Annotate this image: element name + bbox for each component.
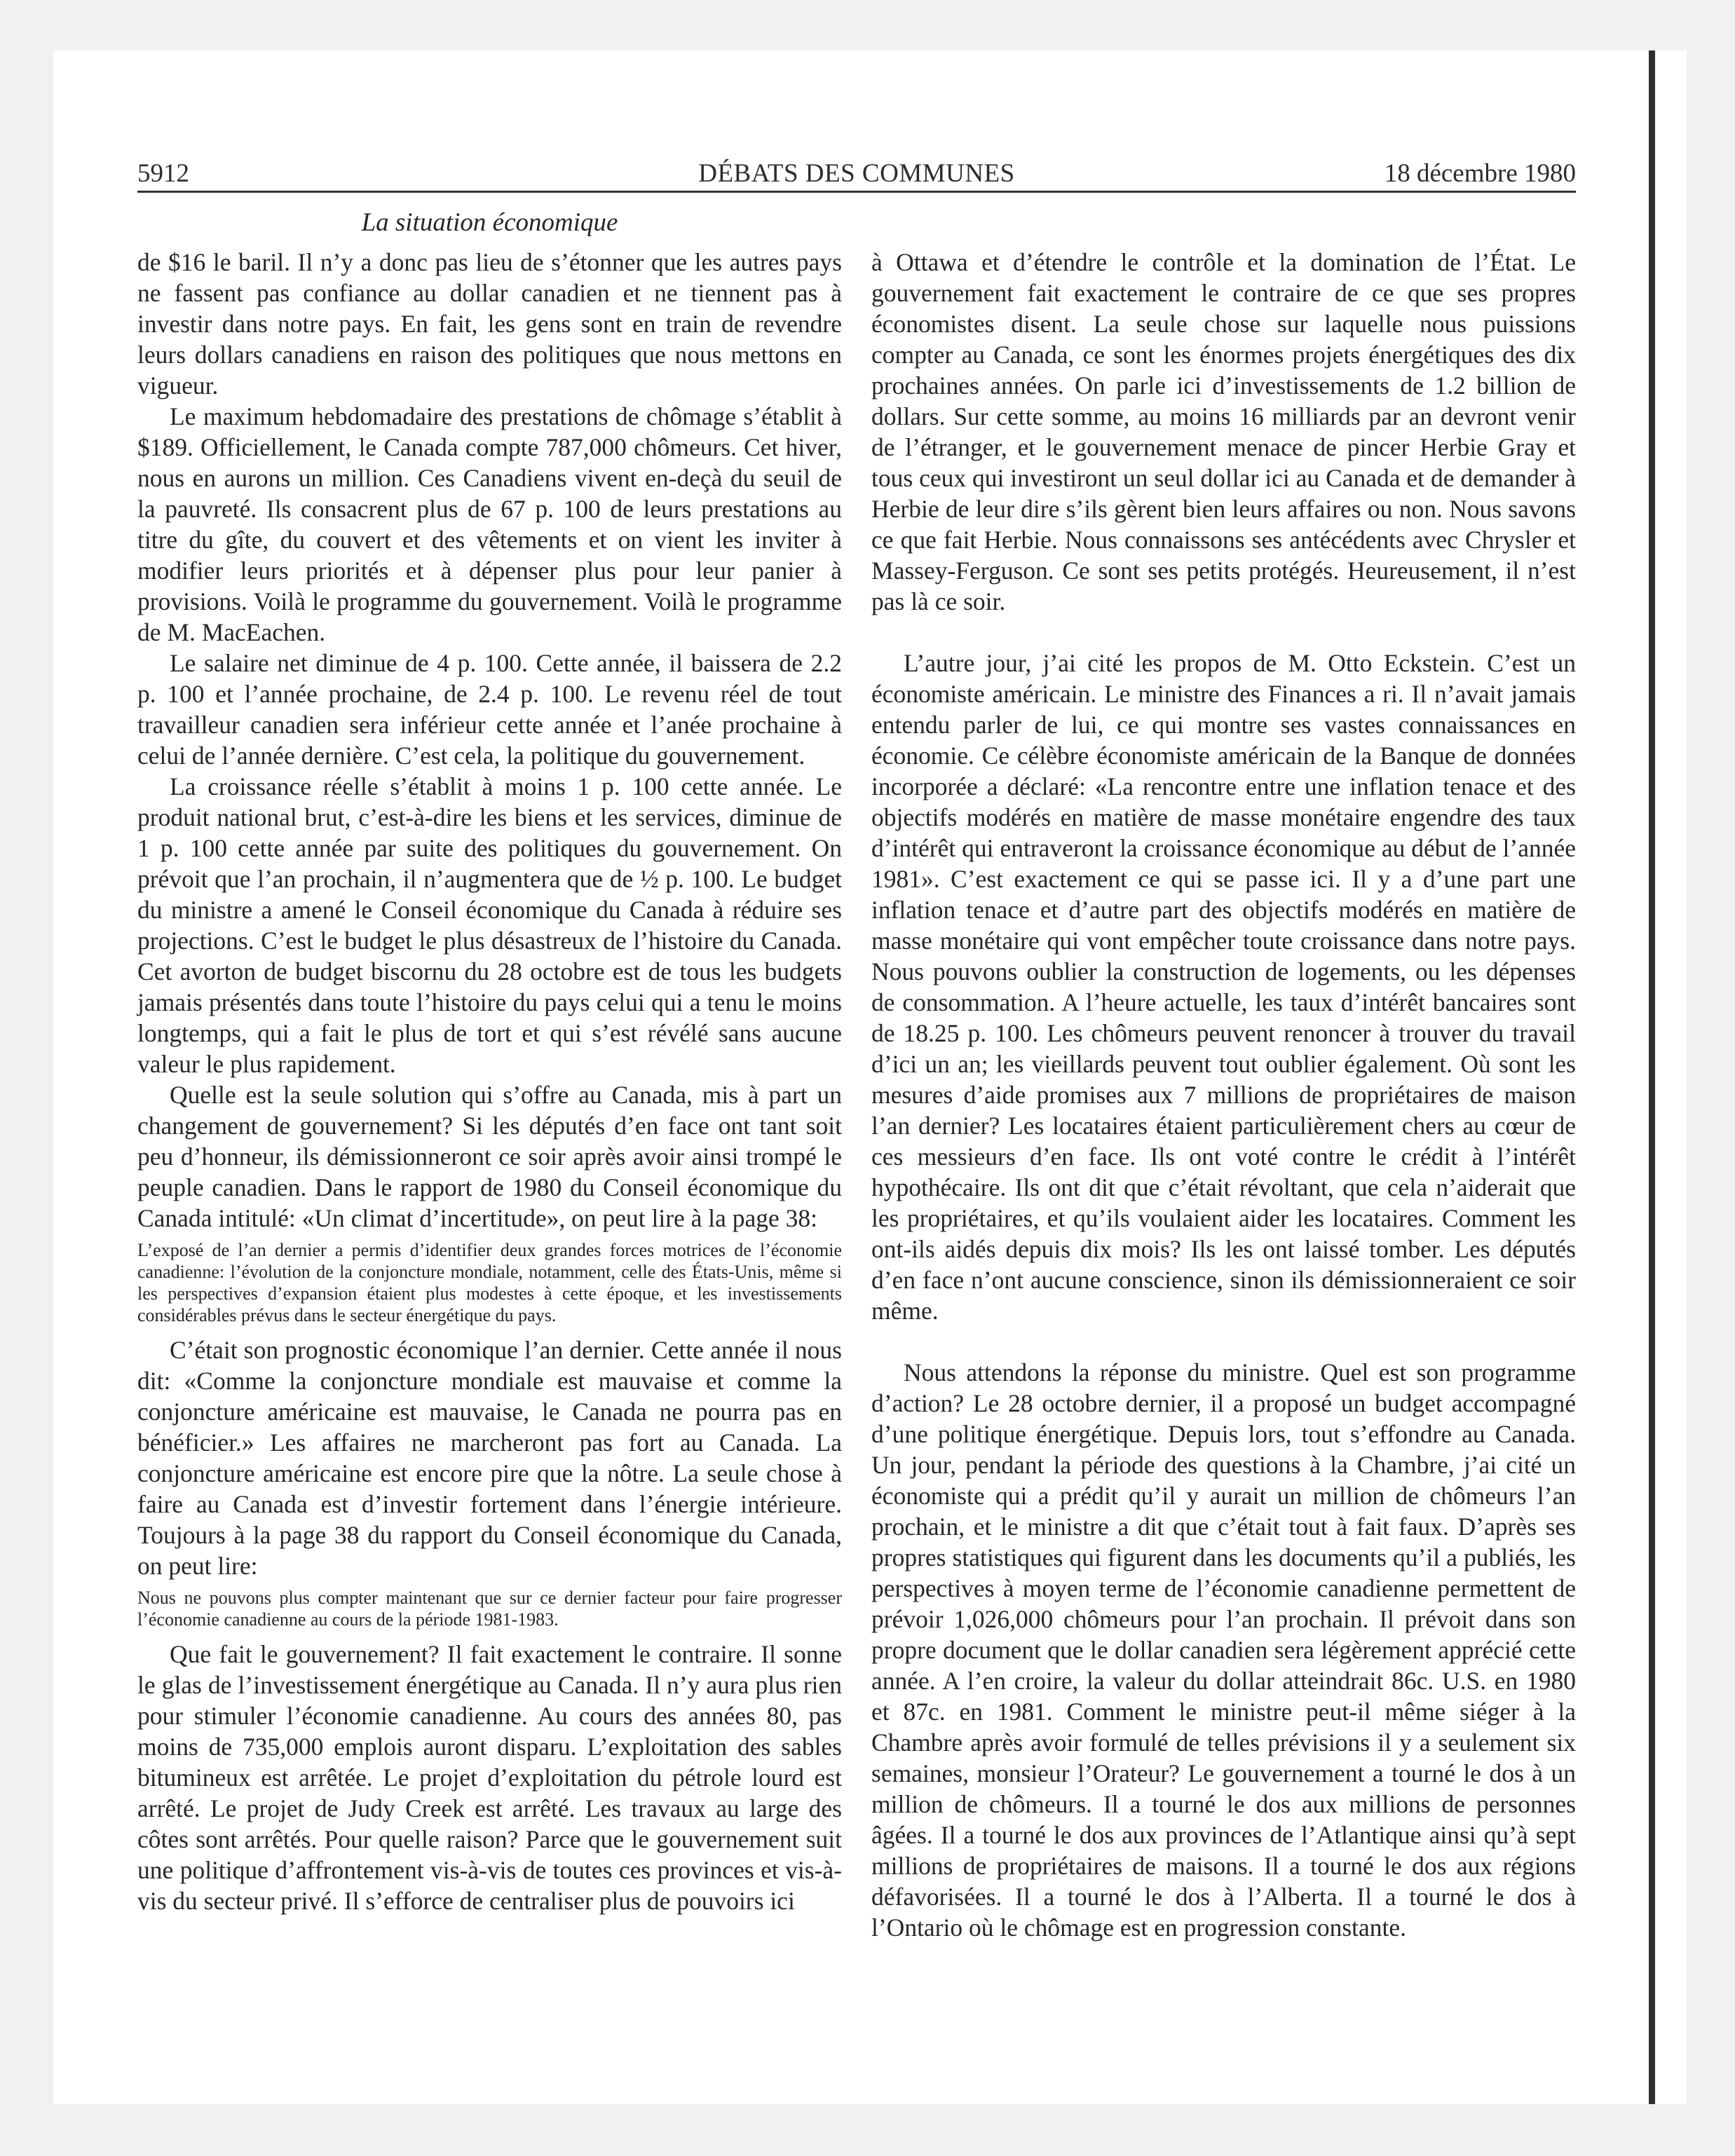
paragraph: La croissance réelle s’établit à moins 1 p. 100 cette année. Le produit national brut, c’est-à-dire les biens et les services, diminue de 1 p. 100 cette année par suite des politiques du gouvernement. On prévoit que l’an prochain, il n’augmentera que de ½ p. 100. Le budget du ministre a amené le Conseil économique du Canada à réduire ses projections. C’est le budget le plus désastreux de l’histoire du Canada. Cet avorton de budget biscornu du 28 octobre est de tous les budgets jamais présentés dans toute l’histoire du pays celui qui a tenu le moins longtemps, qui a fait le plus de tort et qui s’est révélé sans aucune valeur le plus rapidement. [137, 772, 842, 1078]
publication-date: 18 décembre 1980 [1384, 159, 1576, 188]
paragraph: Nous attendons la réponse du ministre. Quel est son programme d’action? Le 28 octobre dernier, il a proposé un budget accompagné d’une politique énergétique. Depuis lors, tout s’effondre au Canada. Un jour, pendant la période des questions à la Chambre, j’ai cité un économiste qui a prédit qu’il y aurait un million de chômeurs l’an prochain, et le ministre a dit que c’était tout à fait faux. D’après ses propres statistiques qui figurent dans les documents qu’il a publiés, les perspectives à moyen terme de l’économie canadienne permettent de prévoir 1,026,000 chômeurs pour l’an prochain. Il prévoit dans son propre document que le dollar canadien sera légèrement apprécié cette année. A l’en croire, la valeur du dollar atteindrait 86c. U.S. en 1980 et 87c. en 1981. Comment le ministre peut-il même siéger à la Chambre après avoir formulé de telles prévisions il y a seulement six semaines, monsieur l’Orateur? Le gouvernement a tourné le dos à un million de chômeurs. Il a tourné le dos aux millions de personnes âgées. Il a tourné le dos aux provinces de l’Atlantique ainsi qu’à sept millions de propriétaires de maisons. Il a tourné le dos aux régions défavorisées. Il a tourné le dos à l’Alberta. Il a tourné le dos à l’Ontario où le chômage est en progression constante. [871, 1358, 1576, 1942]
left-column [137, 247, 842, 1916]
section-subheading: La situation économique [361, 208, 618, 237]
paragraph: L’autre jour, j’ai cité les propos de M. Otto Eckstein. C’est un économiste américain. Le ministre des Finances a ri. Il n’avait jamais entendu parler de lui, ce qui montre ses vastes connaissances en économie. Ce célèbre économiste américain de la Banque de données incorporée a déclaré: «La rencontre entre une inflation tenace et des objectifs modérés en matière de masse monétaire engendre des taux d’intérêt qui entraveront la croissance économique au début de l’année 1981». C’est exactement ce qui se passe ici. Il y a d’une part une inflation tenace et d’autre part des objectifs modérés en matière de masse monétaire qui vont empêcher toute croissance dans notre pays. Nous pouvons oublier la construction de logements, ou les dépenses de consommation. A l’heure actuelle, les taux d’intérêt bancaires sont de 18.25 p. 100. Les chômeurs peuvent renoncer à trouver du travail d’ici un an; les vieillards peuvent tout oublier également. Où sont les mesures d’aide promises aux 7 millions de propriétaires de maison l’an dernier? Les locataires étaient particulièrement chers au cœur de ces messieurs d’en face. Ils ont voté contre le crédit à l’intérêt hypothécaire. Ils ont dit que c’était révoltant, que cela n’aiderait que les propriétaires, et qu’ils voulaient aider les locataires. Comment les ont-ils aidés depuis dix mois? Ils les ont laissé tomber. Les députés d’en face n’ont aucune conscience, sinon ils démissionneraient ce soir même. [871, 649, 1576, 1325]
block-quote: L’exposé de l’an dernier a permis d’identifier deux grandes forces motrices de l’économie canadienne: l’évolution de la conjoncture mondiale, notamment, celle des États-Unis, même si les perspectives d’expansion étaient plus modestes à cette époque, et les investissements considérables prévus dans le secteur énergétique du pays. [137, 1240, 842, 1325]
binding-edge [1649, 50, 1655, 2104]
paragraph: Le maximum hebdomadaire des prestations de chômage s’établit à $189. Officiellement, le Canada compte 787,000 chômeurs. Cet hiver, nous en aurons un million. Ces Canadiens vivent en-deçà du seuil de la pauvreté. Ils consacrent plus de 67 p. 100 de leurs prestations au titre du gîte, du couvert et des vêtements et on vient les inviter à modifier leurs priorités et à dépenser plus pour leur panier à provisions. Voilà le programme du gouvernement. Voilà le programme de M. MacEachen. [137, 402, 842, 646]
page-number: 5912 [137, 159, 189, 188]
paragraph: C’était son prognostic économique l’an dernier. Cette année il nous dit: «Comme la conjoncture mondiale est mauvaise et comme la conjoncture américaine est mauvaise, le Canada ne pourra pas en bénéficier.» Les affaires ne marcheront pas fort au Canada. La conjoncture américaine est encore pire que la nôtre. La seule chose à faire au Canada est d’investir fortement dans l’énergie intérieure. Toujours à la page 38 du rapport du Conseil économique du Canada, on peut lire: [137, 1336, 842, 1580]
paragraph: à Ottawa et d’étendre le contrôle et la domination de l’État. Le gouvernement fait exactement le contraire de ce que ses propres économistes disent. La seule chose sur laquelle nous puissions compter au Canada, ce sont les énormes projets énergétiques des dix prochaines années. On parle ici d’investissements de 1.2 billion de dollars. Sur cette somme, au moins 16 milliards par an devront venir de l’étranger, et le gouvernement menace de pincer Herbie Gray et tous ceux qui investiront un seul dollar ici au Canada et de demander à Herbie de leur dire s’ils gèrent bien leurs affaires ou non. Nous savons ce que fait Herbie. Nous connaissons ses antécédents avec Chrysler et Massey-Ferguson. Ce sont ses petits protégés. Heureusement, il n’est pas là ce soir. [871, 248, 1576, 615]
paragraph: Le salaire net diminue de 4 p. 100. Cette année, il baissera de 2.2 p. 100 et l’année prochaine, de 2.4 p. 100. Le revenu réel de tout travailleur canadien sera inférieur cette année et l’anée prochaine à celui de l’année dernière. C’est cela, la politique du gouvernement. [137, 649, 842, 770]
header-rule [137, 191, 1576, 193]
right-column [871, 247, 1576, 1943]
page-header [137, 156, 1576, 192]
paragraph: Quelle est la seule solution qui s’offre au Canada, mis à part un changement de gouvernement? Si les députés d’en face ont tant soit peu d’honneur, ils démissionneront ce soir après avoir ainsi trompé le peuple canadien. Dans le rapport de 1980 du Conseil économique du Canada intitulé: «Un climat d’incertitude», on peut lire à la page 38: [137, 1081, 842, 1232]
block-quote: Nous ne pouvons plus compter maintenant que sur ce dernier facteur pour faire progresser l’économie canadienne au cours de la période 1981-1983. [137, 1588, 842, 1630]
paragraph: de $16 le baril. Il n’y a donc pas lieu de s’étonner que les autres pays ne fassent pas confiance au dollar canadien et ne tiennent pas à investir dans notre pays. En fait, les gens sont en train de revendre leurs dollars canadiens en raison des politiques que nous mettons en vigueur. [137, 248, 842, 400]
paragraph: Que fait le gouvernement? Il fait exactement le contraire. Il sonne le glas de l’investissement énergétique au Canada. Il n’y aura plus rien pour stimuler l’économie canadienne. Au cours des années 80, pas moins de 735,000 emplois auront disparu. L’exploitation des sables bitumineux est arrêtée. Le projet d’exploitation du pétrole lourd est arrêté. Le projet de Judy Creek est arrêté. Les travaux au large des côtes sont arrêtés. Pour quelle raison? Parce que le gouvernement suit une politique d’affrontement vis-à-vis de toutes ces provinces et vis-à-vis du secteur privé. Il s’efforce de centraliser plus de pouvoirs ici [137, 1640, 842, 1915]
publication-title: DÉBATS DES COMMUNES [698, 159, 1015, 188]
